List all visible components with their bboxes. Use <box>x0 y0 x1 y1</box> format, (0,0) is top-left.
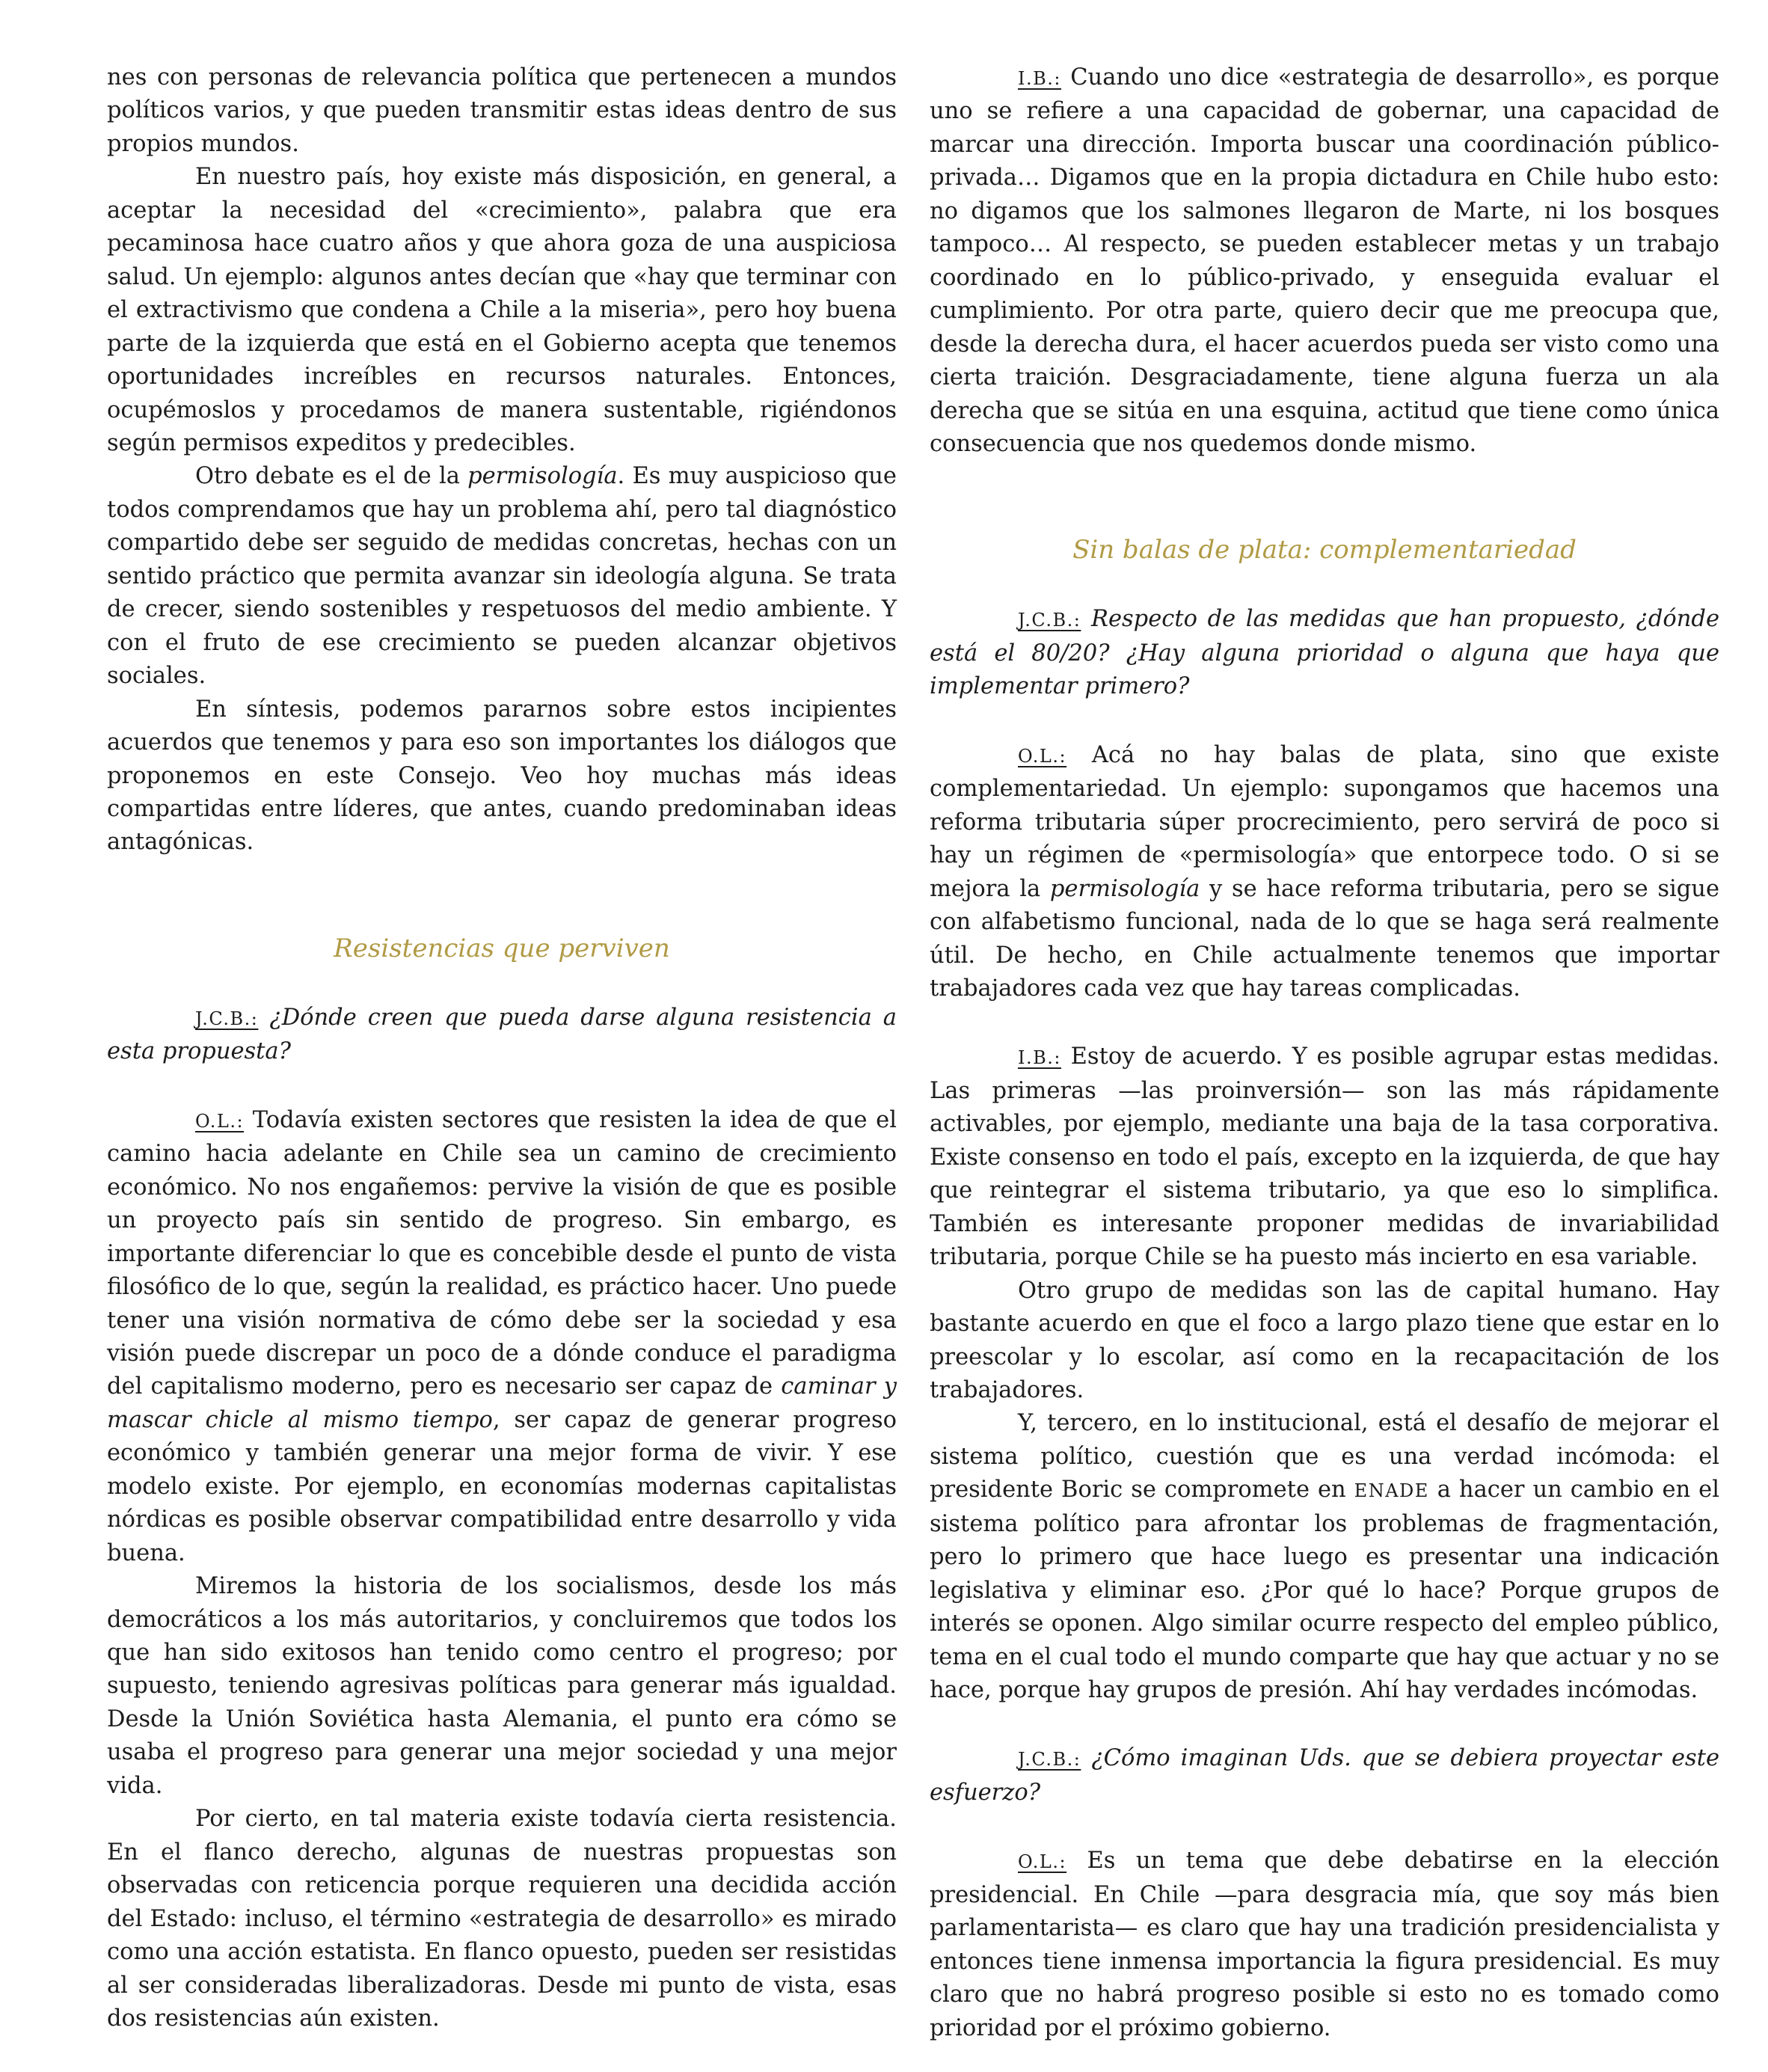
paragraph <box>930 1407 1719 1707</box>
emphasis: permisología <box>1049 875 1200 902</box>
paragraph: Por cierto, en tal materia existe todavía cierta resistencia. En el flanco derecho, algunas de nuestras propuestas son observadas con reticencia porque requieren una decidida acción del Estado: incluso, el término «estrategia de desarrollo» es mirado como una acción estatista. En flanco opuesto, pueden ser resistidas al ser consideradas liberalizadoras. Desde mi punto de vista, esas dos resistencias aún existen. <box>107 1806 897 2032</box>
text: Estoy de acuerdo. Y es posible agrupar estas medidas. Las primeras —las proinversión— son las más rápidamente activables, por ejemplo, mediante una baja de la tasa corporativa. Existe consenso en todo el país, excepto en la izquierda, de que hay que reintegrar el sistema tributario, ya que eso lo simplifica. También es interesante proponer medidas de invariabilidad tributaria, porque Chile se ha puesto más incierto en esa variable. <box>930 1043 1719 1271</box>
emphasis: permisología <box>467 463 618 490</box>
section-heading: Sin balas de plata: complementariedad <box>1072 535 1577 565</box>
paragraph <box>107 460 897 693</box>
speaker-label: J.C.B.: <box>1018 1749 1081 1771</box>
speaker-label: O.L.: <box>1018 745 1067 767</box>
text: a hacer un cambio en el sistema político para afrontar los problemas de fragmentación, pero lo primero que hace luego es presentar una indicación legislativa y eliminar eso. ¿Por qué lo hace? Porque grupos de interés se oponen. Algo similar ocurre respecto del empleo público, tema en el cual todo el mundo comparte que hay que actuar y no se hace, porque hay grupos de presión. Ahí hay verdades incómodas. <box>930 1477 1719 1704</box>
speaker-label: J.C.B.: <box>195 1008 259 1029</box>
answer <box>930 739 1719 1006</box>
speaker-label: J.C.B.: <box>1018 610 1081 631</box>
right-column <box>930 61 1719 2045</box>
answer <box>107 1104 897 1570</box>
question <box>930 1742 1719 1809</box>
question-text: Respecto de las medidas que han propuesto, ¿dónde está el 80/20? ¿Hay alguna prioridad o alguna que haya que implementar primero? <box>930 606 1719 700</box>
left-column <box>107 61 897 2035</box>
paragraph: En nuestro país, hoy existe más disposición, en general, a aceptar la necesidad del «crecimiento», palabra que era pecaminosa hace cuatro años y que ahora goza de una auspiciosa salud. Un ejemplo: algunos antes decían que «hay que terminar con el extractivismo que condena a Chile a la miseria», pero hoy buena parte de la izquierda que está en el Gobierno acepta que tenemos oportunidades increíbles en recursos naturales. Entonces, ocupémoslos y procedamos de manera sustentable, rigiéndonos según permisos expeditos y predecibles. <box>107 164 897 456</box>
speaker-label: O.L.: <box>195 1110 245 1132</box>
text: Acá no hay balas de plata, sino que existe complementariedad. Un ejemplo: supongamos que hacemos una reforma tributaria súper procrecimiento, pero servirá de poco si hay un régimen de «permisología» que entorpece todo. O si se mejora la <box>930 741 1719 902</box>
answer <box>930 1845 1719 2045</box>
text: Otro debate es el de la <box>195 463 468 490</box>
question-text: ¿Dónde creen que pueda darse alguna resistencia a esta propuesta? <box>107 1004 897 1065</box>
speaker-label: O.L.: <box>1018 1851 1067 1873</box>
paragraph: En síntesis, podemos pararnos sobre estos incipientes acuerdos que tenemos y para eso son importantes los diálogos que proponemos en este Consejo. Veo hoy muchas más ideas compartidas entre líderes, que antes, cuando predominaban ideas antagónicas. <box>107 696 897 856</box>
paragraph: Miremos la historia de los socialismos, desde los más democráticos a los más autoritarios, y concluiremos que todos los que han sido exitosos han tenido como centro el progreso; por supuesto, teniendo agresivas políticas para generar más igualdad. Desde la Unión Soviética hasta Alemania, el punto era cómo se usaba el progreso para generar una mejor sociedad y una mejor vida. <box>107 1573 897 1799</box>
text: . Es muy auspicioso que todos comprendamos que hay un problema ahí, pero tal diagnóstico compartido debe ser seguido de medidas concretas, hechas con un sentido práctico que permita avanzar sin ideología alguna. Se trata de crecer, siendo sostenibles y respetuosos del medio ambiente. Y con el fruto de ese crecimiento se pueden alcanzar objetivos sociales. <box>107 463 897 690</box>
text: Todavía existen sectores que resisten la idea de que el camino hacia adelante en Chile sea un camino de crecimiento económico. No nos engañemos: pervive la visión de que es posible un proyecto país sin sentido de progreso. Sin embargo, es importante diferenciar lo que es concebible desde el punto de vista filosófico de lo que, según la realidad, es práctico hacer. Uno puede tener una visión normativa de cómo debe ser la sociedad y esa visión puede discrepar un poco de a dónde conduce el paradigma del capitalismo moderno, pero es necesario ser capaz de <box>107 1106 897 1400</box>
text: Y, tercero, en lo institucional, está el desafío de mejorar el sistema político, cuestión que es una verdad incómoda: el presidente Boric se compromete en <box>930 1410 1719 1504</box>
text: y se hace reforma tributaria, pero se sigue con alfabetismo funcional, nada de lo que se haga será realmente útil. De hecho, en Chile actualmente tenemos que importar trabajadores cada vez que hay tareas complicadas. <box>930 875 1719 1002</box>
acronym: ENADE <box>1354 1480 1429 1502</box>
question <box>107 1002 897 1069</box>
speaker-label: I.B.: <box>1018 68 1061 89</box>
answer <box>930 1040 1719 1274</box>
question <box>930 603 1719 703</box>
emphasis: caminar y mascar chicle al mismo tiempo <box>107 1373 897 1433</box>
section-heading: Resistencias que perviven <box>334 933 670 963</box>
speaker-label: I.B.: <box>1018 1047 1061 1069</box>
text: , ser capaz de generar progreso económico y también generar una mejor forma de vivir. Y ese modelo existe. Por ejemplo, en economías modernas capitalistas nórdicas es posible observar compatibilidad entre desarrollo y vida buena. <box>107 1406 897 1566</box>
paragraph: nes con personas de relevancia política que pertenecen a mundos políticos varios, y que pueden transmitir estas ideas dentro de sus propios mundos. <box>107 64 897 157</box>
text: Cuando uno dice «estrategia de desarrollo», es porque uno se refiere a una capacidad de gobernar, una capacidad de marcar una dirección. Importa buscar una coordinación público-privada… Digamos que en la propia dictadura en Chile hubo esto: no digamos que los salmones llegaron de Marte, ni los bosques tampoco… Al respecto, se pueden establecer metas y un trabajo coordinado en lo público-privado, y enseguida evaluar el cumplimiento. Por otra parte, quiero decir que me preocupa que, desde la derecha dura, el hacer acuerdos pueda ser visto como una cierta traición. Desgraciadamente, tiene alguna fuerza un ala derecha que se sitúa en una esquina, actitud que tiene como única consecuencia que nos quedemos donde mismo. <box>930 64 1719 457</box>
text: Es un tema que debe debatirse en la elección presidencial. En Chile —para desgracia mía, que soy más bien parlamentarista— es claro que hay una tradición presidencialista y entonces tiene inmensa importancia la figura presidencial. Es muy claro que no habrá progreso posible si esto no es tomado como prioridad por el próximo gobierno. <box>930 1848 1719 2041</box>
answer <box>930 61 1719 461</box>
paragraph: Otro grupo de medidas son las de capital humano. Hay bastante acuerdo en que el foco a largo plazo tiene que estar en lo preescolar y lo escolar, así como en la recapacitación de los trabajadores. <box>930 1277 1719 1403</box>
question-text: ¿Cómo imaginan Uds. que se debiera proyectar este esfuerzo? <box>930 1745 1719 1806</box>
